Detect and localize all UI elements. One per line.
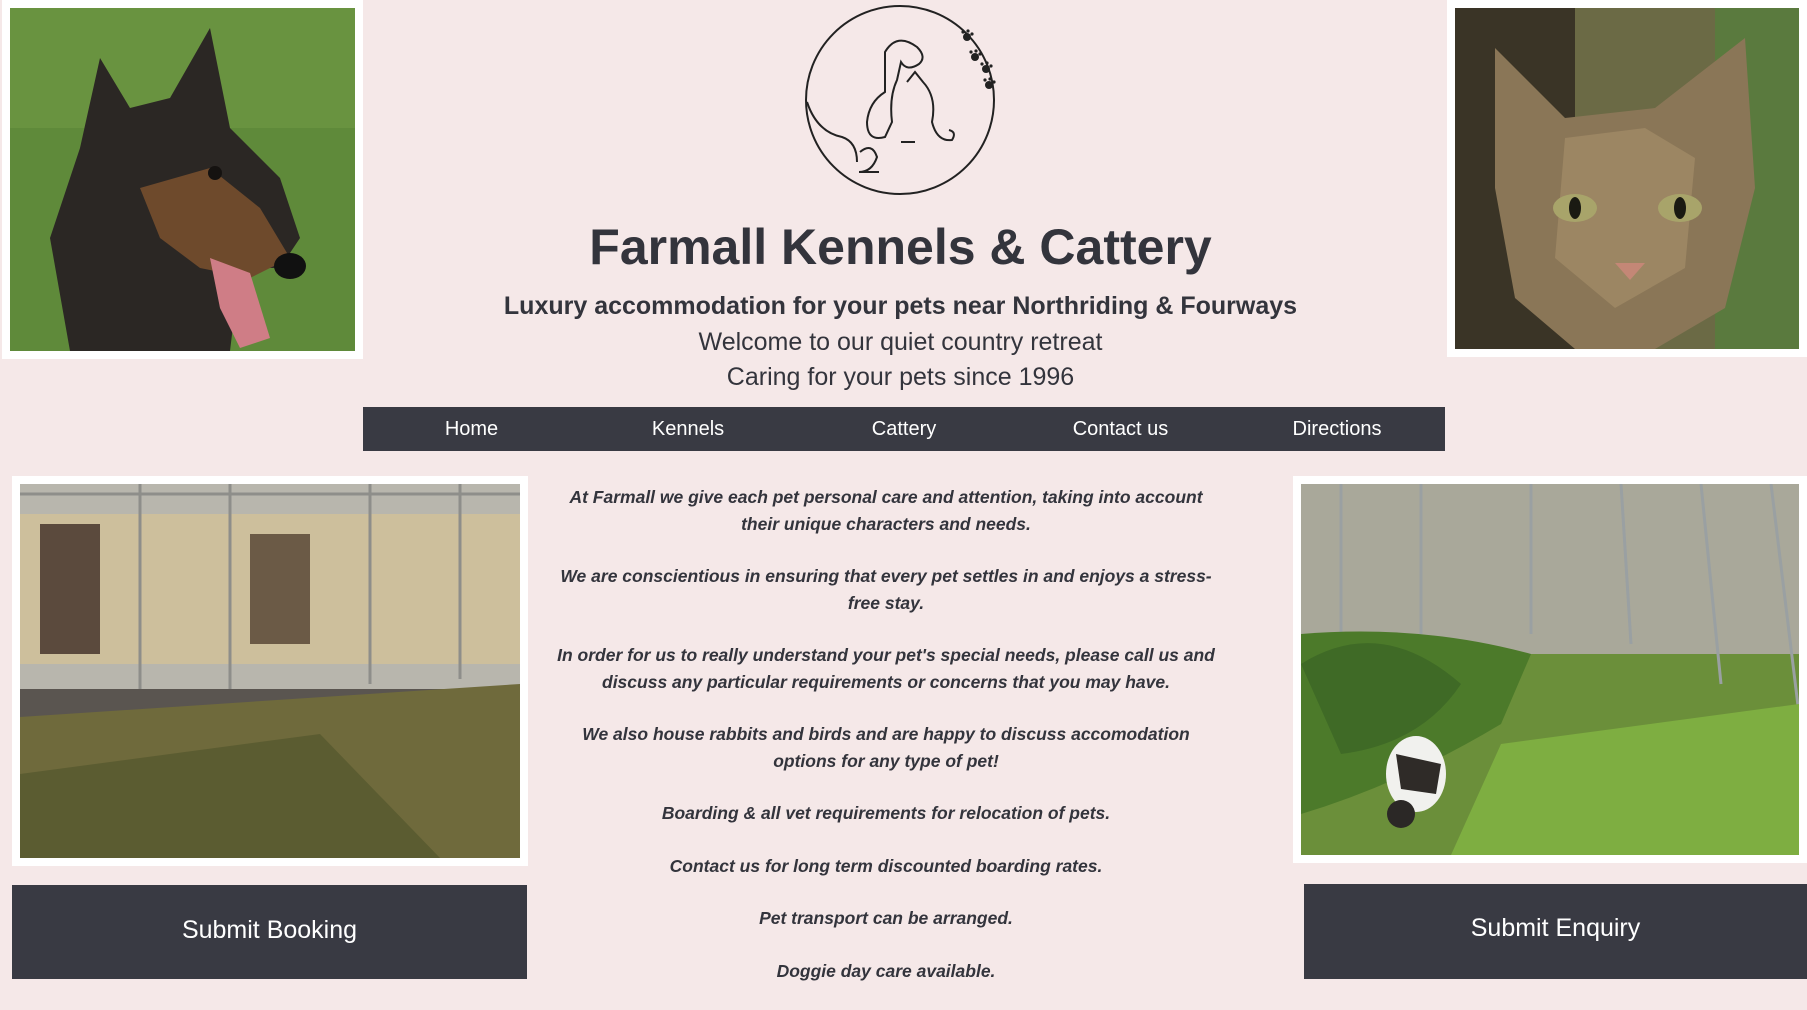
nav-kennels[interactable]: Kennels xyxy=(651,417,725,440)
content-paragraph: Pet transport can be arranged. xyxy=(759,908,1013,928)
submit-booking-button[interactable]: Submit Booking xyxy=(12,885,527,979)
nav-home[interactable]: Home xyxy=(444,417,499,440)
cattery-photo-frame xyxy=(1293,476,1807,863)
site-title: Farmall Kennels & Cattery xyxy=(589,219,1212,275)
content-paragraph: We are conscientious in ensuring that every pet settles in and enjoys a stress-free stay. xyxy=(560,566,1212,613)
dog-and-cat-logo-icon xyxy=(797,2,1003,198)
content-paragraph: In order for us to really understand your pet's special needs, please call us and discuss any particular requirements or concerns that you may have. xyxy=(557,645,1215,692)
site-subtitle: Luxury accommodation for your pets near Northriding & Fourways xyxy=(503,292,1298,320)
content-paragraph: At Farmall we give each pet personal care and attention, taking into account their unique characters and needs. xyxy=(569,487,1203,534)
nav-directions[interactable]: Directions xyxy=(1292,417,1382,440)
nav-contact-us[interactable]: Contact us xyxy=(1072,417,1169,440)
main-nav xyxy=(363,407,1445,451)
submit-enquiry-button[interactable]: Submit Enquiry xyxy=(1304,884,1807,979)
content-paragraph: We also house rabbits and birds and are happy to discuss accomodation options for any type of pet! xyxy=(582,724,1190,771)
nav-cattery[interactable]: Cattery xyxy=(871,417,937,440)
content-paragraph: Boarding & all vet requirements for relocation of pets. xyxy=(661,803,1111,823)
cattery-garden-photo xyxy=(1301,484,1799,855)
welcome-text: Welcome to our quiet country retreat xyxy=(698,328,1103,356)
site-logo xyxy=(797,2,1003,198)
since-text: Caring for your pets since 1996 xyxy=(726,363,1075,391)
kennel-runs-photo xyxy=(20,484,520,858)
intro-content xyxy=(550,484,1222,1010)
content-paragraph: Doggie day care available. xyxy=(776,960,996,981)
content-paragraph: Contact us for long term discounted boarding rates. xyxy=(669,855,1103,876)
kennel-photo-frame xyxy=(12,476,528,866)
